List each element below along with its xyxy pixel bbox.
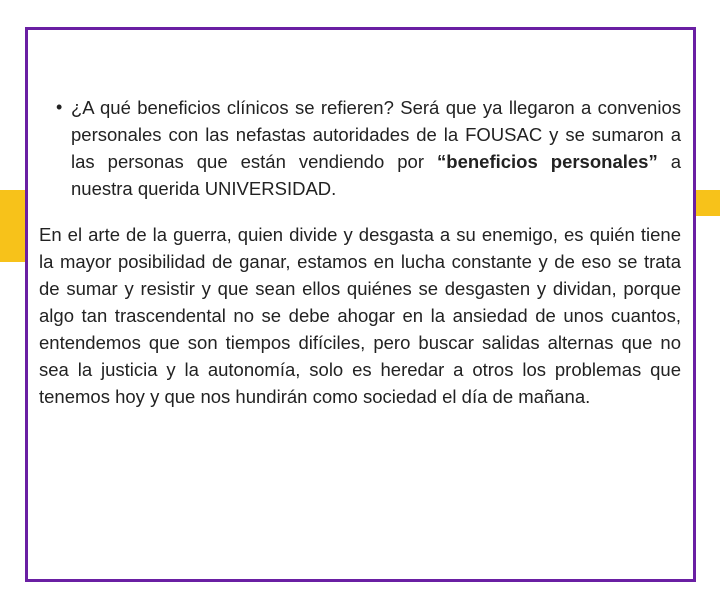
bullet-bold-text: “beneficios personales” (437, 151, 658, 172)
text-content (39, 94, 681, 410)
bullet-text (71, 94, 681, 202)
bullet-lead-text: ¿A qué beneficios clínicos se refieren? Será que ya llegaron a convenios personales con las nefastas autoridades de la FOUSAC y se sumaron a las personas que están vendiendo por (71, 97, 681, 172)
content-frame (25, 27, 696, 582)
bullet-marker: • (56, 97, 63, 117)
accent-tab-right (694, 190, 720, 216)
bullet-item (56, 94, 681, 202)
accent-tab-left (0, 190, 26, 262)
bullet-tail-text: a nuestra querida UNIVERSIDAD. (71, 151, 681, 199)
body-paragraph: En el arte de la guerra, quien divide y desgasta a su enemigo, es quién tiene la mayor posibilidad de ganar, estamos en lucha constante y de eso se trata de sumar y resistir y que sean ellos quiénes se desgasten y dividan, porque algo tan trascendental no se debe ahogar en la ansiedad de unos cuantos, entendemos que son tiempos difíciles, pero buscar salidas alternas que no sea la justicia y la autonomía, solo es heredar a otros los problemas que tenemos hoy y que nos hundirán como sociedad el día de mañana. (39, 224, 681, 407)
